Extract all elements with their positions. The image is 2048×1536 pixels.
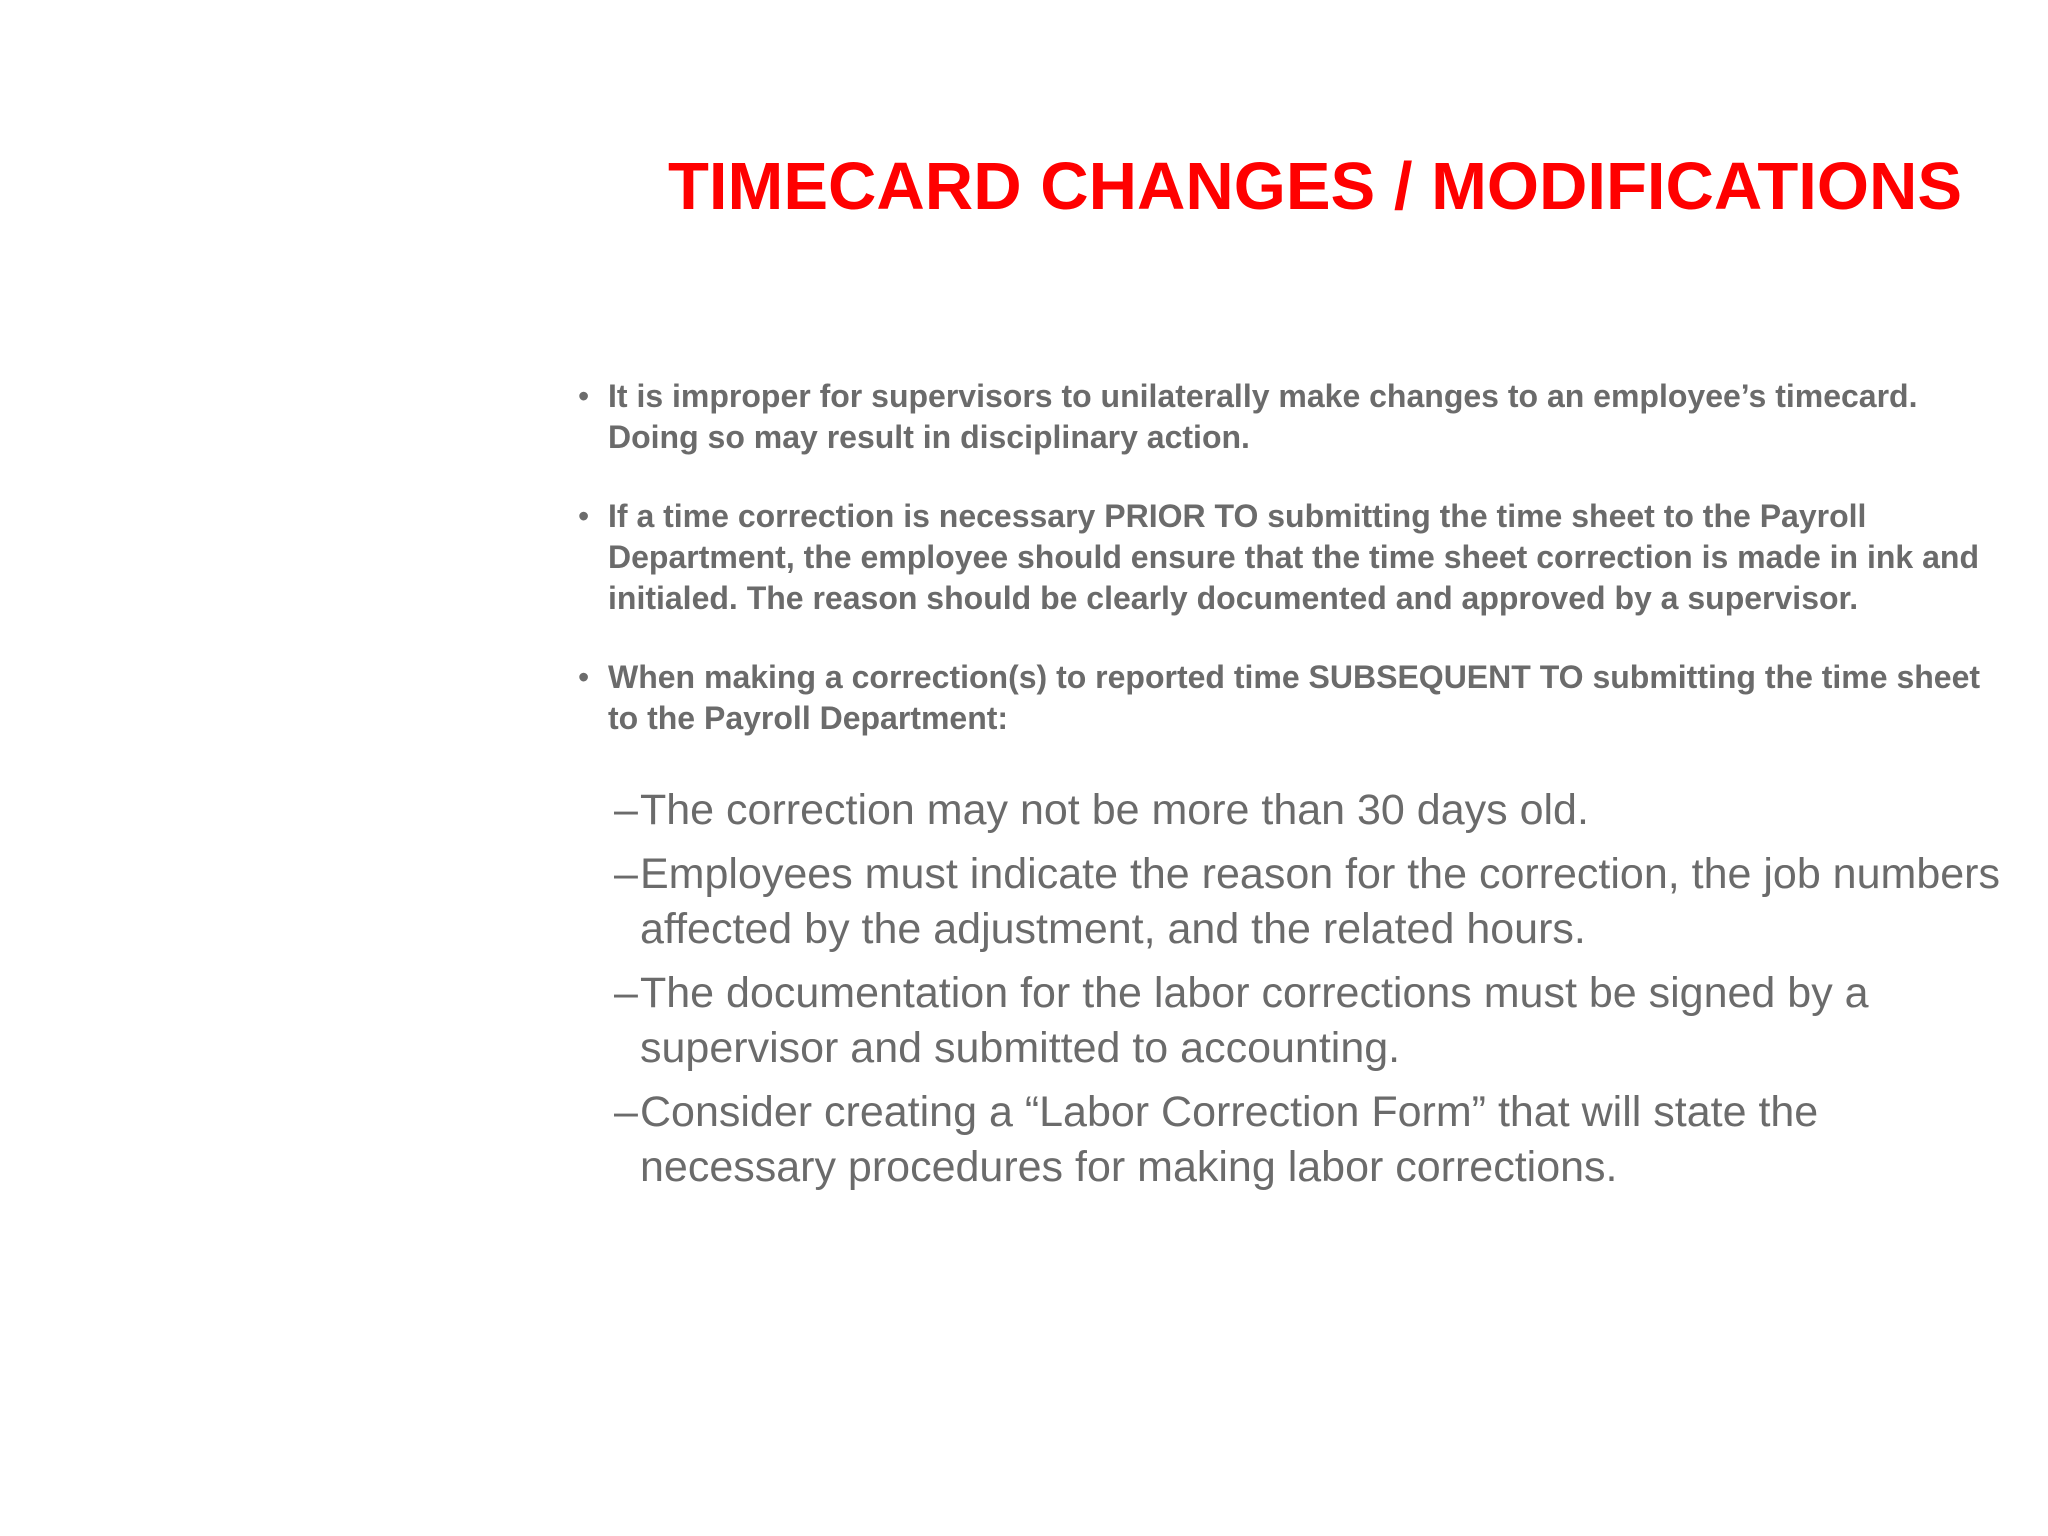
- bullet-item: [578, 657, 2008, 739]
- sub-item-text: The correction may not be more than 30 days old.: [640, 786, 1589, 834]
- sub-item: [614, 1085, 2008, 1195]
- bullet-text: When making a correction(s) to reported time SUBSEQUENT TO submitting the time sheet to the Payroll Department:: [608, 659, 1981, 736]
- sub-list: [578, 783, 2008, 1195]
- sub-item-text: Consider creating a “Labor Correction Form” that will state the necessary procedures for making labor corrections.: [640, 1088, 1819, 1191]
- sub-item-text: The documentation for the labor corrections must be signed by a supervisor and submitted to accounting.: [640, 969, 1869, 1072]
- sub-item: [614, 783, 2008, 838]
- dash-glyph: –: [614, 850, 638, 898]
- bullet-item: [578, 496, 2008, 619]
- dash-glyph: –: [614, 1088, 638, 1136]
- bullet-glyph: •: [578, 498, 590, 534]
- dash-glyph: –: [614, 969, 638, 1017]
- sub-item: [614, 966, 2008, 1076]
- bullet-glyph: •: [578, 659, 590, 695]
- bullet-text: It is improper for supervisors to unilaterally make changes to an employee’s timecard. Doing so may result in disciplinary action.: [608, 378, 1918, 455]
- sub-item-text: Employees must indicate the reason for the correction, the job numbers affected by the adjustment, and the related hours.: [640, 850, 2000, 953]
- bullet-item: [578, 376, 2008, 458]
- bullet-text: If a time correction is necessary PRIOR TO submitting the time sheet to the Payroll Department, the employee should ensure that the time sheet correction is made in ink and initialed. The reason should be clearly documented and approved by a supervisor.: [608, 498, 1979, 616]
- slide-title: TIMECARD CHANGES / MODIFICATIONS: [668, 149, 1963, 224]
- dash-glyph: –: [614, 786, 638, 834]
- bullet-glyph: •: [578, 378, 590, 414]
- slide-body: [578, 376, 2008, 1204]
- sub-item: [614, 847, 2008, 957]
